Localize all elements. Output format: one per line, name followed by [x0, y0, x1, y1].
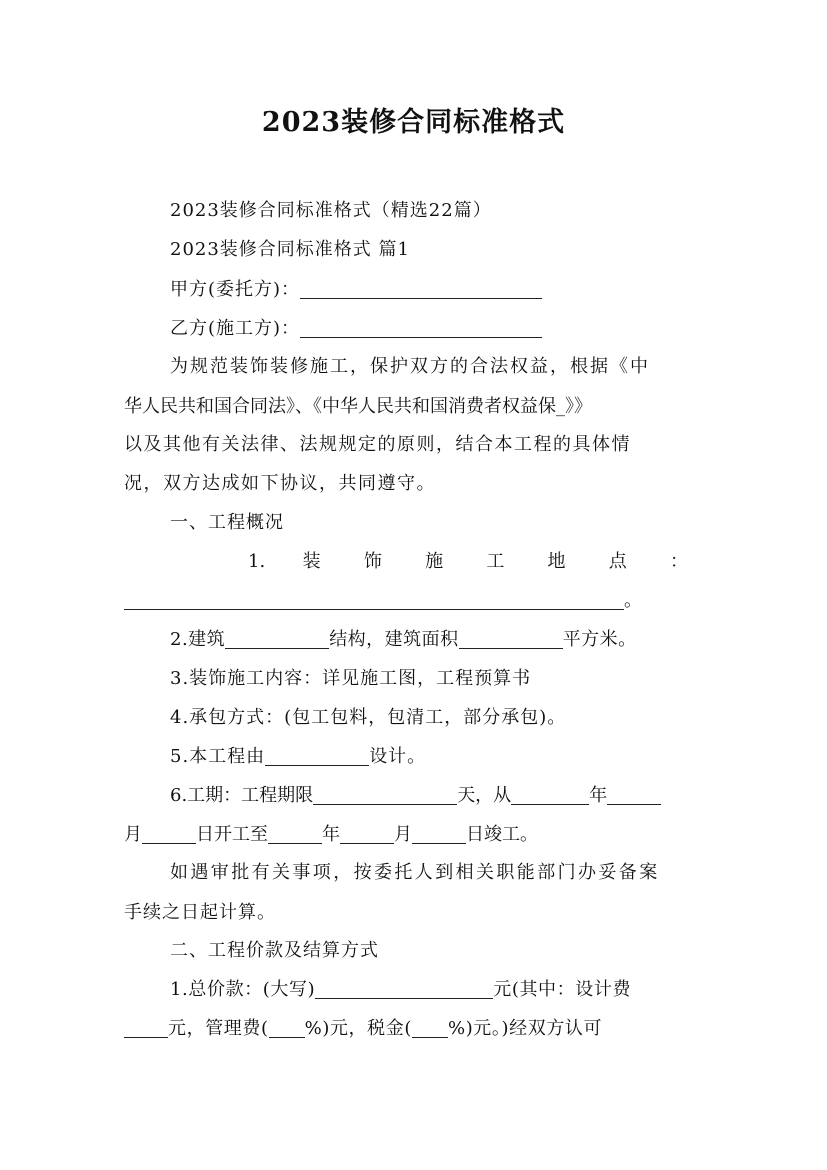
- end-day-blank[interactable]: [412, 823, 466, 844]
- party-b-blank[interactable]: [300, 317, 542, 338]
- design-fee-blank[interactable]: [124, 1017, 168, 1038]
- end-month-blank[interactable]: [340, 823, 394, 844]
- price-line-1: [170, 975, 631, 1005]
- item-5-line: [170, 742, 426, 772]
- party-a-label: 甲方(委托方)：: [170, 279, 301, 300]
- designer-blank[interactable]: [265, 745, 369, 766]
- item-6-month-1: 月: [124, 824, 142, 845]
- duration-blank[interactable]: [313, 784, 457, 805]
- item-1-end: 。: [624, 590, 643, 611]
- item-6-label: 6.工期：工程期限: [170, 785, 314, 806]
- price-design-label: 元(其中：设计费: [493, 979, 632, 1000]
- subtitle-line: 2023装修合同标准格式（精选22篇）: [170, 200, 492, 221]
- start-year-blank[interactable]: [511, 784, 589, 805]
- section-1-heading: 一、工程概况: [170, 512, 284, 533]
- chapter-heading: 2023装修合同标准格式 篇1: [170, 239, 410, 260]
- note-line-2: 手续之日起计算。: [124, 902, 276, 923]
- price-management-label: 元，管理费(: [168, 1018, 269, 1039]
- item-6-from: 天，从: [457, 785, 512, 806]
- item-6-year-2: 年: [322, 824, 340, 845]
- intro-line-4: 况，双方达成如下协议，共同遵守。: [124, 473, 436, 494]
- party-a-blank[interactable]: [300, 278, 542, 299]
- item-2-unit: 平方米。: [562, 629, 637, 650]
- item-6-line: [170, 781, 661, 811]
- intro-line-3: 以及其他有关法律、法规规定的原则，结合本工程的具体情: [124, 434, 631, 455]
- item-6-start-work: 日开工至: [196, 824, 268, 845]
- price-line-2: [124, 1014, 602, 1044]
- structure-blank[interactable]: [225, 628, 329, 649]
- item-5-label: 5.本工程由: [170, 746, 266, 767]
- section-2-heading: 二、工程价款及结算方式: [170, 940, 379, 961]
- item-2-line: [170, 625, 637, 655]
- item-4-line: 4.承包方式：(包工包料，包清工，部分承包)。: [170, 707, 567, 728]
- price-total-label: 1.总价款：(大写): [170, 979, 316, 1000]
- end-year-blank[interactable]: [268, 823, 322, 844]
- party-b-label: 乙方(施工方)：: [170, 318, 301, 339]
- management-rate-blank[interactable]: [269, 1017, 305, 1038]
- area-blank[interactable]: [459, 628, 563, 649]
- item-6-end: 日竣工。: [466, 824, 538, 845]
- intro-line-1: 为规范装饰装修施工，保护双方的合法权益，根据《中: [170, 356, 650, 377]
- item-2-area-label: 结构，建筑面积: [329, 629, 459, 650]
- document-title: 2023装修合同标准格式: [261, 107, 566, 138]
- item-1-label: 1. 装 饰 施 工 地 点 ：: [248, 551, 688, 572]
- item-5-end: 设计。: [369, 746, 427, 767]
- item-2-building: 2.建筑: [170, 629, 226, 650]
- party-a-line: [170, 275, 542, 305]
- start-day-blank[interactable]: [142, 823, 196, 844]
- party-b-line: [170, 314, 542, 344]
- price-end: %)元。)经双方认可: [447, 1018, 603, 1039]
- item-6-year-1: 年: [589, 785, 608, 806]
- total-price-blank[interactable]: [315, 978, 493, 999]
- intro-line-2: 华人民共和国合同法》、《中华人民共和国消费者权益保_》》: [124, 396, 592, 417]
- item-6-line-2: [124, 820, 538, 850]
- item-1-blank-line: [124, 586, 643, 616]
- item-6-month-2: 月: [394, 824, 412, 845]
- start-month-blank[interactable]: [607, 784, 661, 805]
- note-line-1: 如遇审批有关事项，按委托人到相关职能部门办妥备案: [170, 862, 660, 883]
- site-address-blank[interactable]: [124, 589, 624, 610]
- tax-rate-blank[interactable]: [412, 1017, 448, 1038]
- price-tax-label: %)元，税金(: [304, 1018, 412, 1039]
- item-3-line: 3.装饰施工内容：详见施工图，工程预算书: [170, 668, 532, 689]
